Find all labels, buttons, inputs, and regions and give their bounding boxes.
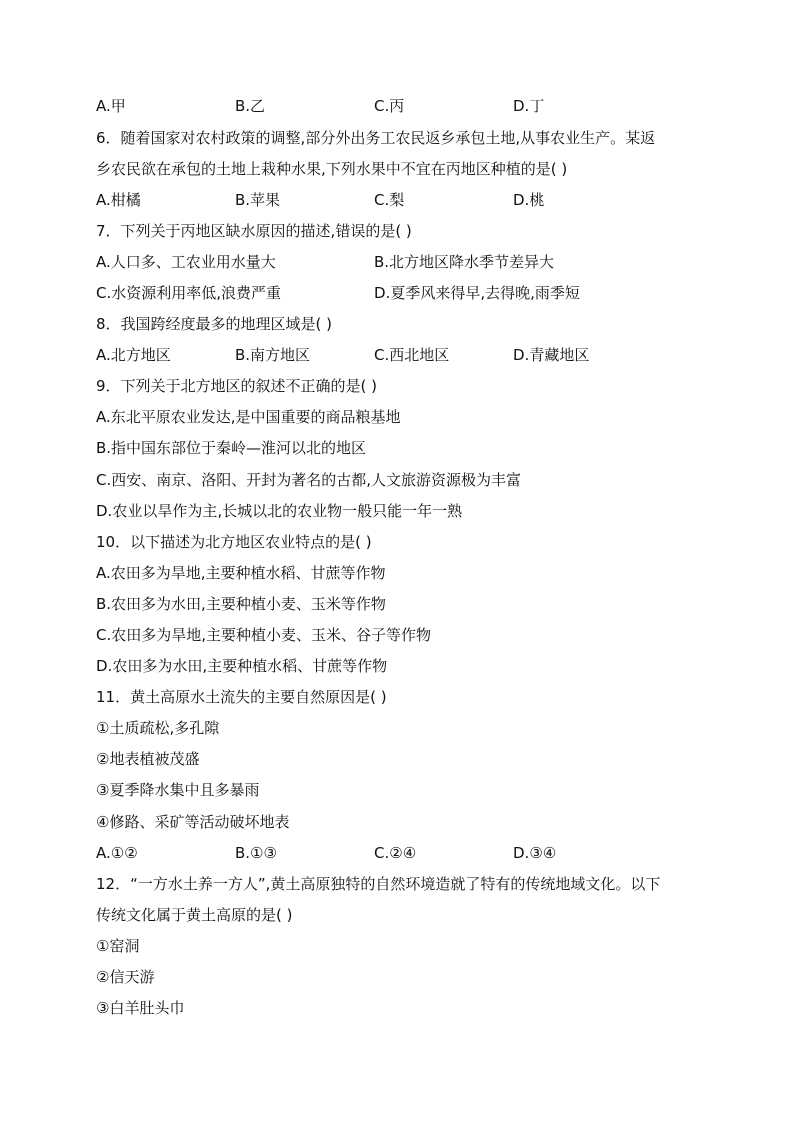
q9-option-c: C.西安、南京、洛阳、开封为著名的古都,人文旅游资源极为丰富: [96, 471, 522, 489]
q11-option-a: A.①②: [96, 844, 138, 862]
q11-item-3: ③夏季降水集中且多暴雨: [96, 781, 260, 799]
q11-item-2: ②地表植被茂盛: [96, 750, 200, 768]
q6-option-d: D.桃: [513, 191, 545, 209]
q6-stem-line2: 乡农民欲在承包的土地上栽种水果,下列水果中不宜在丙地区种植的是( ): [96, 160, 568, 178]
q6-stem-line1: 6．随着国家对农村政策的调整,部分外出务工农民返乡承包土地,从事农业生产。某返: [96, 129, 656, 147]
q9-option-a: A.东北平原农业发达,是中国重要的商品粮基地: [96, 408, 401, 426]
q11-stem: 11．黄土高原水土流失的主要自然原因是( ): [96, 688, 387, 706]
q8-stem: 8．我国跨经度最多的地理区域是( ): [96, 315, 333, 333]
q7-options-row1: [96, 250, 702, 274]
q6-option-c: C.梨: [374, 191, 405, 209]
q10-option-a: A.农田多为旱地,主要种植水稻、甘蔗等作物: [96, 564, 386, 582]
q5-option-d: D.丁: [513, 97, 545, 115]
q8-option-d: D.青藏地区: [513, 346, 590, 364]
q12-stem-line1: 12．“一方水土养一方人”,黄土高原独特的自然环境造就了特有的传统地域文化。以下: [96, 875, 661, 893]
q11-options: [96, 841, 702, 865]
q7-option-a: A.人口多、工农业用水量大: [96, 253, 276, 271]
q11-option-c: C.②④: [374, 844, 417, 862]
q11-option-b: B.①③: [235, 844, 277, 862]
q7-options-row2: [96, 281, 702, 305]
q5-options: [96, 94, 702, 118]
q12-item-1: ①窑洞: [96, 937, 140, 955]
q10-option-b: B.农田多为水田,主要种植小麦、玉米等作物: [96, 595, 386, 613]
q5-option-a: A.甲: [96, 97, 126, 115]
q6-option-b: B.苹果: [235, 191, 281, 209]
q11-option-d: D.③④: [513, 844, 557, 862]
q9-option-d: D.农业以旱作为主,长城以北的农业物一般只能一年一熟: [96, 502, 463, 520]
q10-stem: 10．以下描述为北方地区农业特点的是( ): [96, 533, 372, 551]
q11-item-1: ①土质疏松,多孔隙: [96, 719, 220, 737]
q5-option-c: C.丙: [374, 97, 405, 115]
q12-item-3: ③白羊肚头巾: [96, 999, 185, 1017]
q5-option-b: B.乙: [235, 97, 266, 115]
q11-item-4: ④修路、采矿等活动破坏地表: [96, 813, 290, 831]
q7-option-d: D.夏季风来得早,去得晚,雨季短: [374, 284, 580, 302]
q10-option-d: D.农田多为水田,主要种植水稻、甘蔗等作物: [96, 657, 388, 675]
q12-item-2: ②信天游: [96, 968, 155, 986]
q8-options: [96, 343, 702, 367]
q7-option-b: B.北方地区降水季节差异大: [374, 253, 555, 271]
q8-option-b: B.南方地区: [235, 346, 311, 364]
q6-options: [96, 188, 702, 212]
q6-option-a: A.柑橘: [96, 191, 141, 209]
q10-option-c: C.农田多为旱地,主要种植小麦、玉米、谷子等作物: [96, 626, 432, 644]
q7-stem: 7．下列关于丙地区缺水原因的描述,错误的是( ): [96, 222, 412, 240]
q9-option-b: B.指中国东部位于秦岭—淮河以北的地区: [96, 439, 367, 457]
q8-option-a: A.北方地区: [96, 346, 171, 364]
q7-option-c: C.水资源利用率低,浪费严重: [96, 284, 282, 302]
q8-option-c: C.西北地区: [374, 346, 450, 364]
q12-stem-line2: 传统文化属于黄土高原的是( ): [96, 906, 293, 924]
q9-stem: 9．下列关于北方地区的叙述不正确的是( ): [96, 377, 378, 395]
